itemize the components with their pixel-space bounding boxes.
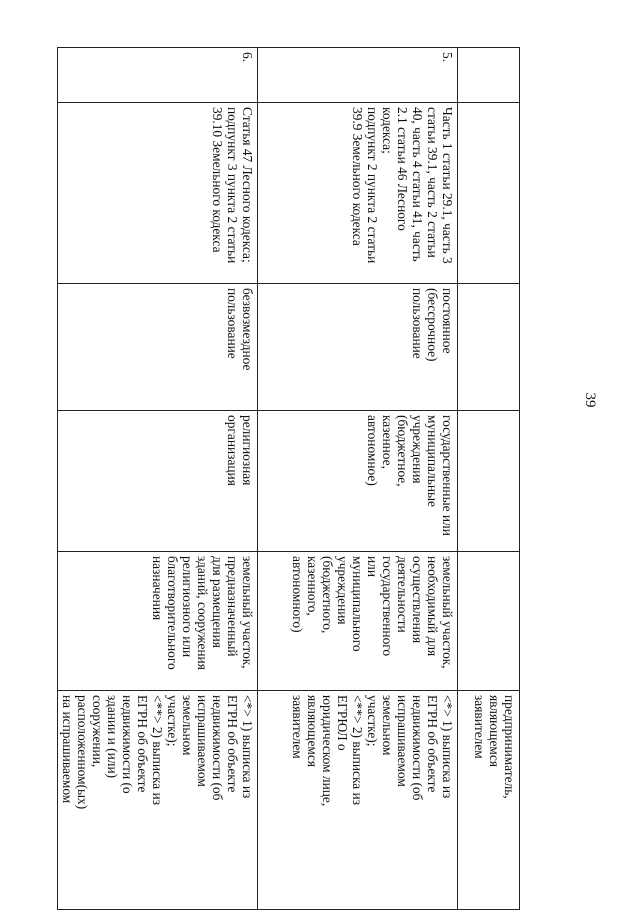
text-line: религиозная <box>240 415 255 486</box>
text-line: муниципальные <box>425 415 440 507</box>
text-line: испрашиваемом <box>195 695 210 787</box>
text-line: осуществления <box>410 556 425 644</box>
text-line: деятельности <box>395 556 410 633</box>
text-line: подпункт 3 пункта 2 статьи <box>225 107 240 264</box>
text-line: земельном <box>380 695 395 756</box>
text-line: здании и (или) <box>105 695 120 779</box>
text-line: недвижимости (об <box>210 695 225 801</box>
text-line: пользование <box>225 288 240 359</box>
text-line: муниципального <box>350 556 365 652</box>
text-line: земельном <box>180 695 195 756</box>
text-line: учреждения <box>410 415 425 484</box>
applicant-cell <box>58 411 258 552</box>
text-line: автономного) <box>290 556 305 633</box>
text-line: назначения <box>150 556 165 621</box>
text-line: сооружении, <box>90 695 105 768</box>
text-line: ЕГРЮЛ о <box>335 695 350 751</box>
table-cell <box>458 284 520 411</box>
page-number: 39 <box>582 392 598 408</box>
text-line: <**> 2) выписка из <box>350 695 365 805</box>
text-line: расположенном(ых) <box>75 695 90 810</box>
text-line: казенного, <box>305 556 320 616</box>
text-line: необходимый для <box>425 556 440 657</box>
row-number: 6. <box>58 48 258 103</box>
text-line: Статья 47 Лесного кодекса; <box>240 107 255 263</box>
row-number: 5. <box>258 48 458 103</box>
land-use-table <box>57 47 520 910</box>
documents-cell <box>58 691 258 910</box>
text-line: организация <box>225 415 240 486</box>
table-row <box>458 48 520 910</box>
text-line: <*> 1) выписка из <box>440 695 455 799</box>
text-line: участке); <box>165 695 180 747</box>
text-line: юридическом лице, <box>320 695 335 807</box>
table-cell <box>458 552 520 691</box>
text-line: являющемся <box>487 695 502 767</box>
text-line: земельный участок, <box>240 556 255 669</box>
text-line: предприниматель, <box>502 695 517 799</box>
top-row-documents-cell <box>458 691 520 910</box>
document-sheet <box>60 47 520 855</box>
text-line: 39.10 Земельного кодекса <box>210 107 225 253</box>
text-line: статьи 39.1, часть 2 статьи <box>425 107 440 258</box>
right-type-cell <box>258 284 458 411</box>
text-line: (бюджетное, <box>395 415 410 487</box>
text-line: зданий, сооружения <box>195 556 210 670</box>
text-line: ЕГРН об объекте <box>425 695 440 793</box>
text-line: подпункт 2 пункта 2 статьи <box>365 107 380 264</box>
text-line: благотворительного <box>165 556 180 670</box>
text-line: автономное) <box>365 415 380 486</box>
applicant-cell <box>258 411 458 552</box>
text-line: недвижимости (об <box>410 695 425 801</box>
table-row-6 <box>58 48 258 910</box>
text-line: для размещения <box>210 556 225 648</box>
text-line: кодекса; <box>380 107 395 154</box>
legal-basis-cell <box>58 103 258 284</box>
text-line: 39.9 Земельного кодекса <box>350 107 365 246</box>
text-line: 40, часть 4 статьи 41, часть <box>410 107 425 262</box>
text-line: постоянное <box>440 288 455 354</box>
text-line: религиозного или <box>180 556 195 658</box>
text-line: (бюджетного, <box>320 556 335 634</box>
text-line: ЕГРН об объекте <box>225 695 240 793</box>
text-line: 2.1 статьи 46 Лесного <box>395 107 410 231</box>
text-line: заявителем <box>290 695 305 759</box>
text-line: пользование <box>410 288 425 359</box>
text-line: государственного <box>380 556 395 657</box>
table-row-5 <box>258 48 458 910</box>
text-line: <*> 1) выписка из <box>240 695 255 799</box>
right-type-cell <box>58 284 258 411</box>
table-cell <box>458 48 520 103</box>
text-line: заявителем <box>472 695 487 759</box>
text-line: Часть 1 статьи 29.1, часть 3 <box>440 107 455 264</box>
table-cell <box>458 411 520 552</box>
text-line: безвозмездное <box>240 288 255 371</box>
text-line: на испрашиваемом <box>60 695 75 804</box>
text-line: учреждения <box>335 556 350 625</box>
text-line: недвижимости (о <box>120 695 135 794</box>
text-line: испрашиваемом <box>395 695 410 787</box>
text-line: или <box>365 556 380 578</box>
table-cell <box>458 103 520 284</box>
text-line: (бессрочное) <box>425 288 440 362</box>
text-line: <**> 2) выписка из <box>150 695 165 805</box>
land-plot-cell <box>58 552 258 691</box>
text-line: предназначенный <box>225 556 240 657</box>
rotated-table-container <box>60 47 520 855</box>
land-plot-cell <box>258 552 458 691</box>
legal-basis-cell <box>258 103 458 284</box>
text-line: являющемся <box>305 695 320 767</box>
text-line: земельный участок, <box>440 556 455 669</box>
text-line: государственные или <box>440 415 455 536</box>
text-line: ЕГРН об объекте <box>135 695 150 793</box>
documents-cell <box>258 691 458 910</box>
text-line: казенное, <box>380 415 395 469</box>
text-line: участке); <box>365 695 380 747</box>
